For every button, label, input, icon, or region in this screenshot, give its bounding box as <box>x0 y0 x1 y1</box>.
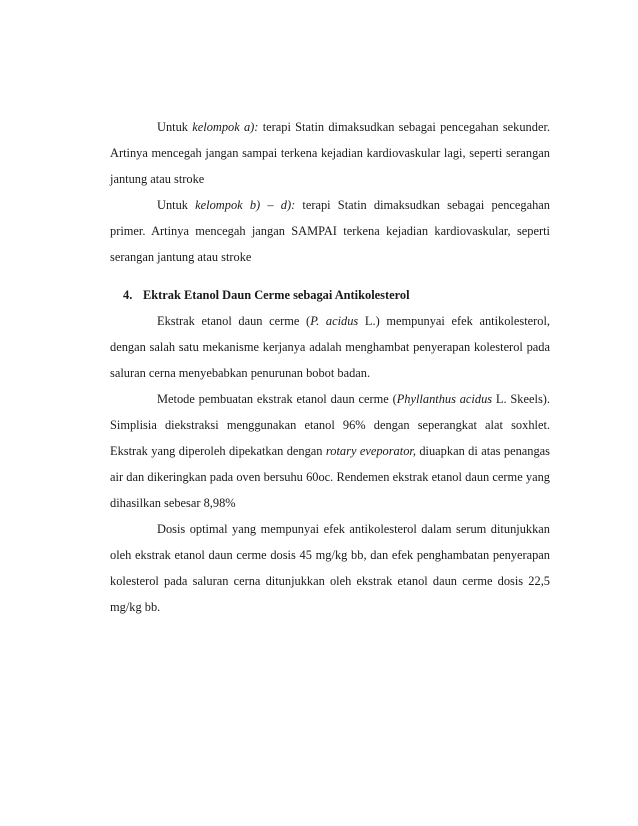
paragraph-lead: Untuk <box>157 120 193 134</box>
paragraph-lead: Untuk <box>157 198 196 212</box>
paragraph-extraction-method <box>110 386 550 516</box>
paragraph-text: terapi Statin dimaksudkan sebagai pencegahan primer. Artinya mencegah jangan SAMPAI terkena kejadian kardiovaskular, seperti serangan jantung atau stroke <box>110 198 550 264</box>
paragraph-optimal-dose <box>110 516 550 620</box>
paragraph-group-a <box>110 114 550 192</box>
paragraph-text: L.) mempunyai efek antikolesterol, dengan salah satu mekanisme kerjanya adalah menghambat penyerapan kolesterol pada saluran cerna menyebabkan penurunan bobot badan. <box>110 314 551 380</box>
equipment-name: rotary eveporator, <box>325 444 416 458</box>
group-label: kelompok b) – d): <box>195 198 296 212</box>
section-title: Ektrak Etanol Daun Cerme sebagai Antikolesterol <box>143 288 410 302</box>
paragraph-mid: L. Skeels). Simplisia diekstraksi menggunakan etanol 96% dengan seperangkat alat soxhlet. Ekstrak yang diperoleh dipekatkan dengan <box>110 392 550 458</box>
document-body <box>110 114 550 620</box>
paragraph-lead: Ekstrak etanol daun cerme ( <box>157 314 311 328</box>
species-name: Phyllanthus acidus <box>396 392 493 406</box>
paragraph-text: Dosis optimal yang mempunyai efek antikolesterol dalam serum ditunjukkan oleh ekstrak etanol daun cerme dosis 45 mg/kg bb, dan efek penghambatan penyerapan kolesterol pada saluran cerna ditunjukkan oleh ekstrak etanol daun cerme dosis 22,5 mg/kg bb. <box>110 522 550 614</box>
paragraph-lead: Metode pembuatan ekstrak etanol daun cerme ( <box>157 392 397 406</box>
section-heading <box>110 282 550 308</box>
paragraph-antikolesterol-effect <box>110 308 550 386</box>
paragraph-text: terapi Statin dimaksudkan sebagai pencegahan sekunder. Artinya mencegah jangan sampai terkena kejadian kardiovaskular lagi, seperti serangan jantung atau stroke <box>110 120 550 186</box>
section-number: 4. <box>123 288 133 302</box>
paragraph-group-b-d <box>110 192 550 270</box>
species-name: P. acidus <box>310 314 359 328</box>
paragraph-text: diuapkan di atas penangas air dan dikeringkan pada oven bersuhu 60oc. Rendemen ekstrak etanol daun cerme yang dihasilkan sebesar 8,98% <box>110 444 550 510</box>
group-label: kelompok a): <box>192 120 259 134</box>
